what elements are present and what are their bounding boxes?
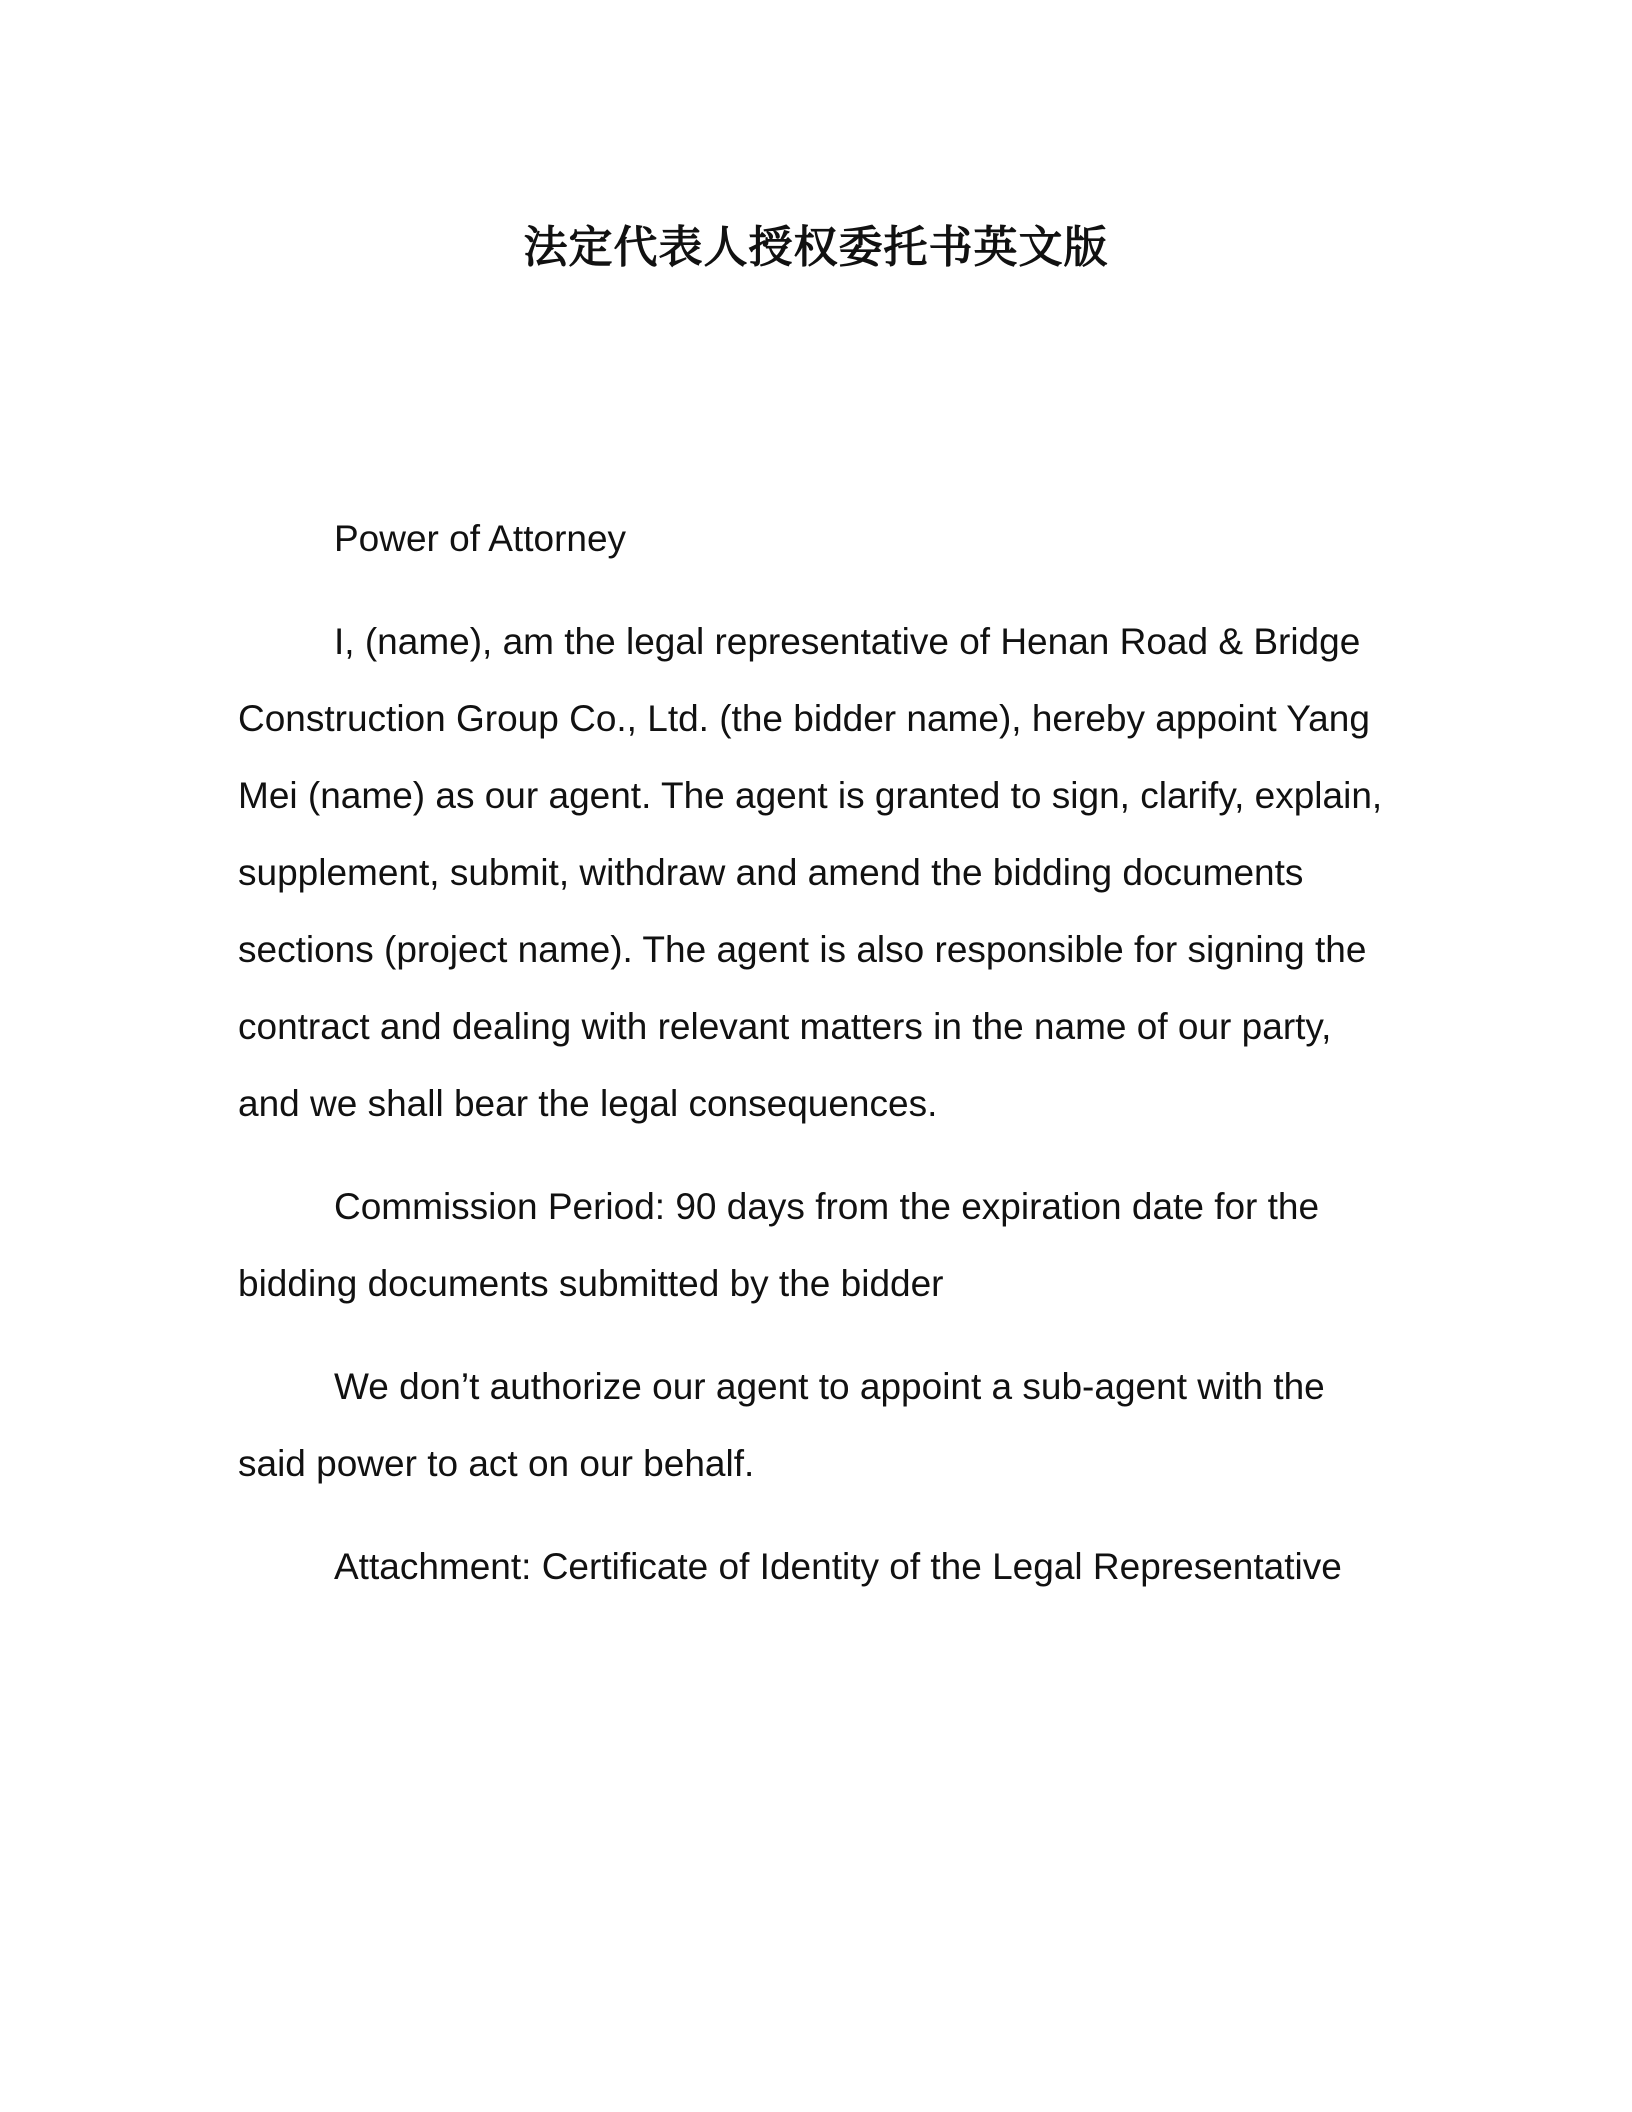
power-of-attorney-heading: Power of Attorney (334, 518, 627, 559)
sub-agent-paragraph: We don’t authorize our agent to appoint a sub-agent with the said power to act on our behalf. (238, 1366, 1325, 1484)
authorization-paragraph: I, (name), am the legal representative of Henan Road & Bridge Construction Group Co., Ltd. (the bidder name), hereby appoint Yang Mei (name) as our agent. The agent is granted to sign, clarify, explain, supplement, submit, withdraw and amend the bidding documents sections (project name). The agent is also responsible for signing the contract and dealing with relevant matters in the name of our party, and we shall bear the legal consequences. (238, 621, 1383, 1124)
commission-period-paragraph: Commission Period: 90 days from the expiration date for the bidding documents submitted by the bidder (238, 1186, 1320, 1304)
attachment-paragraph: Attachment: Certificate of Identity of the Legal Representative (334, 1546, 1342, 1587)
document-body (238, 500, 1388, 1631)
document-title: 法定代表人授权委托书英文版 (523, 222, 1109, 273)
